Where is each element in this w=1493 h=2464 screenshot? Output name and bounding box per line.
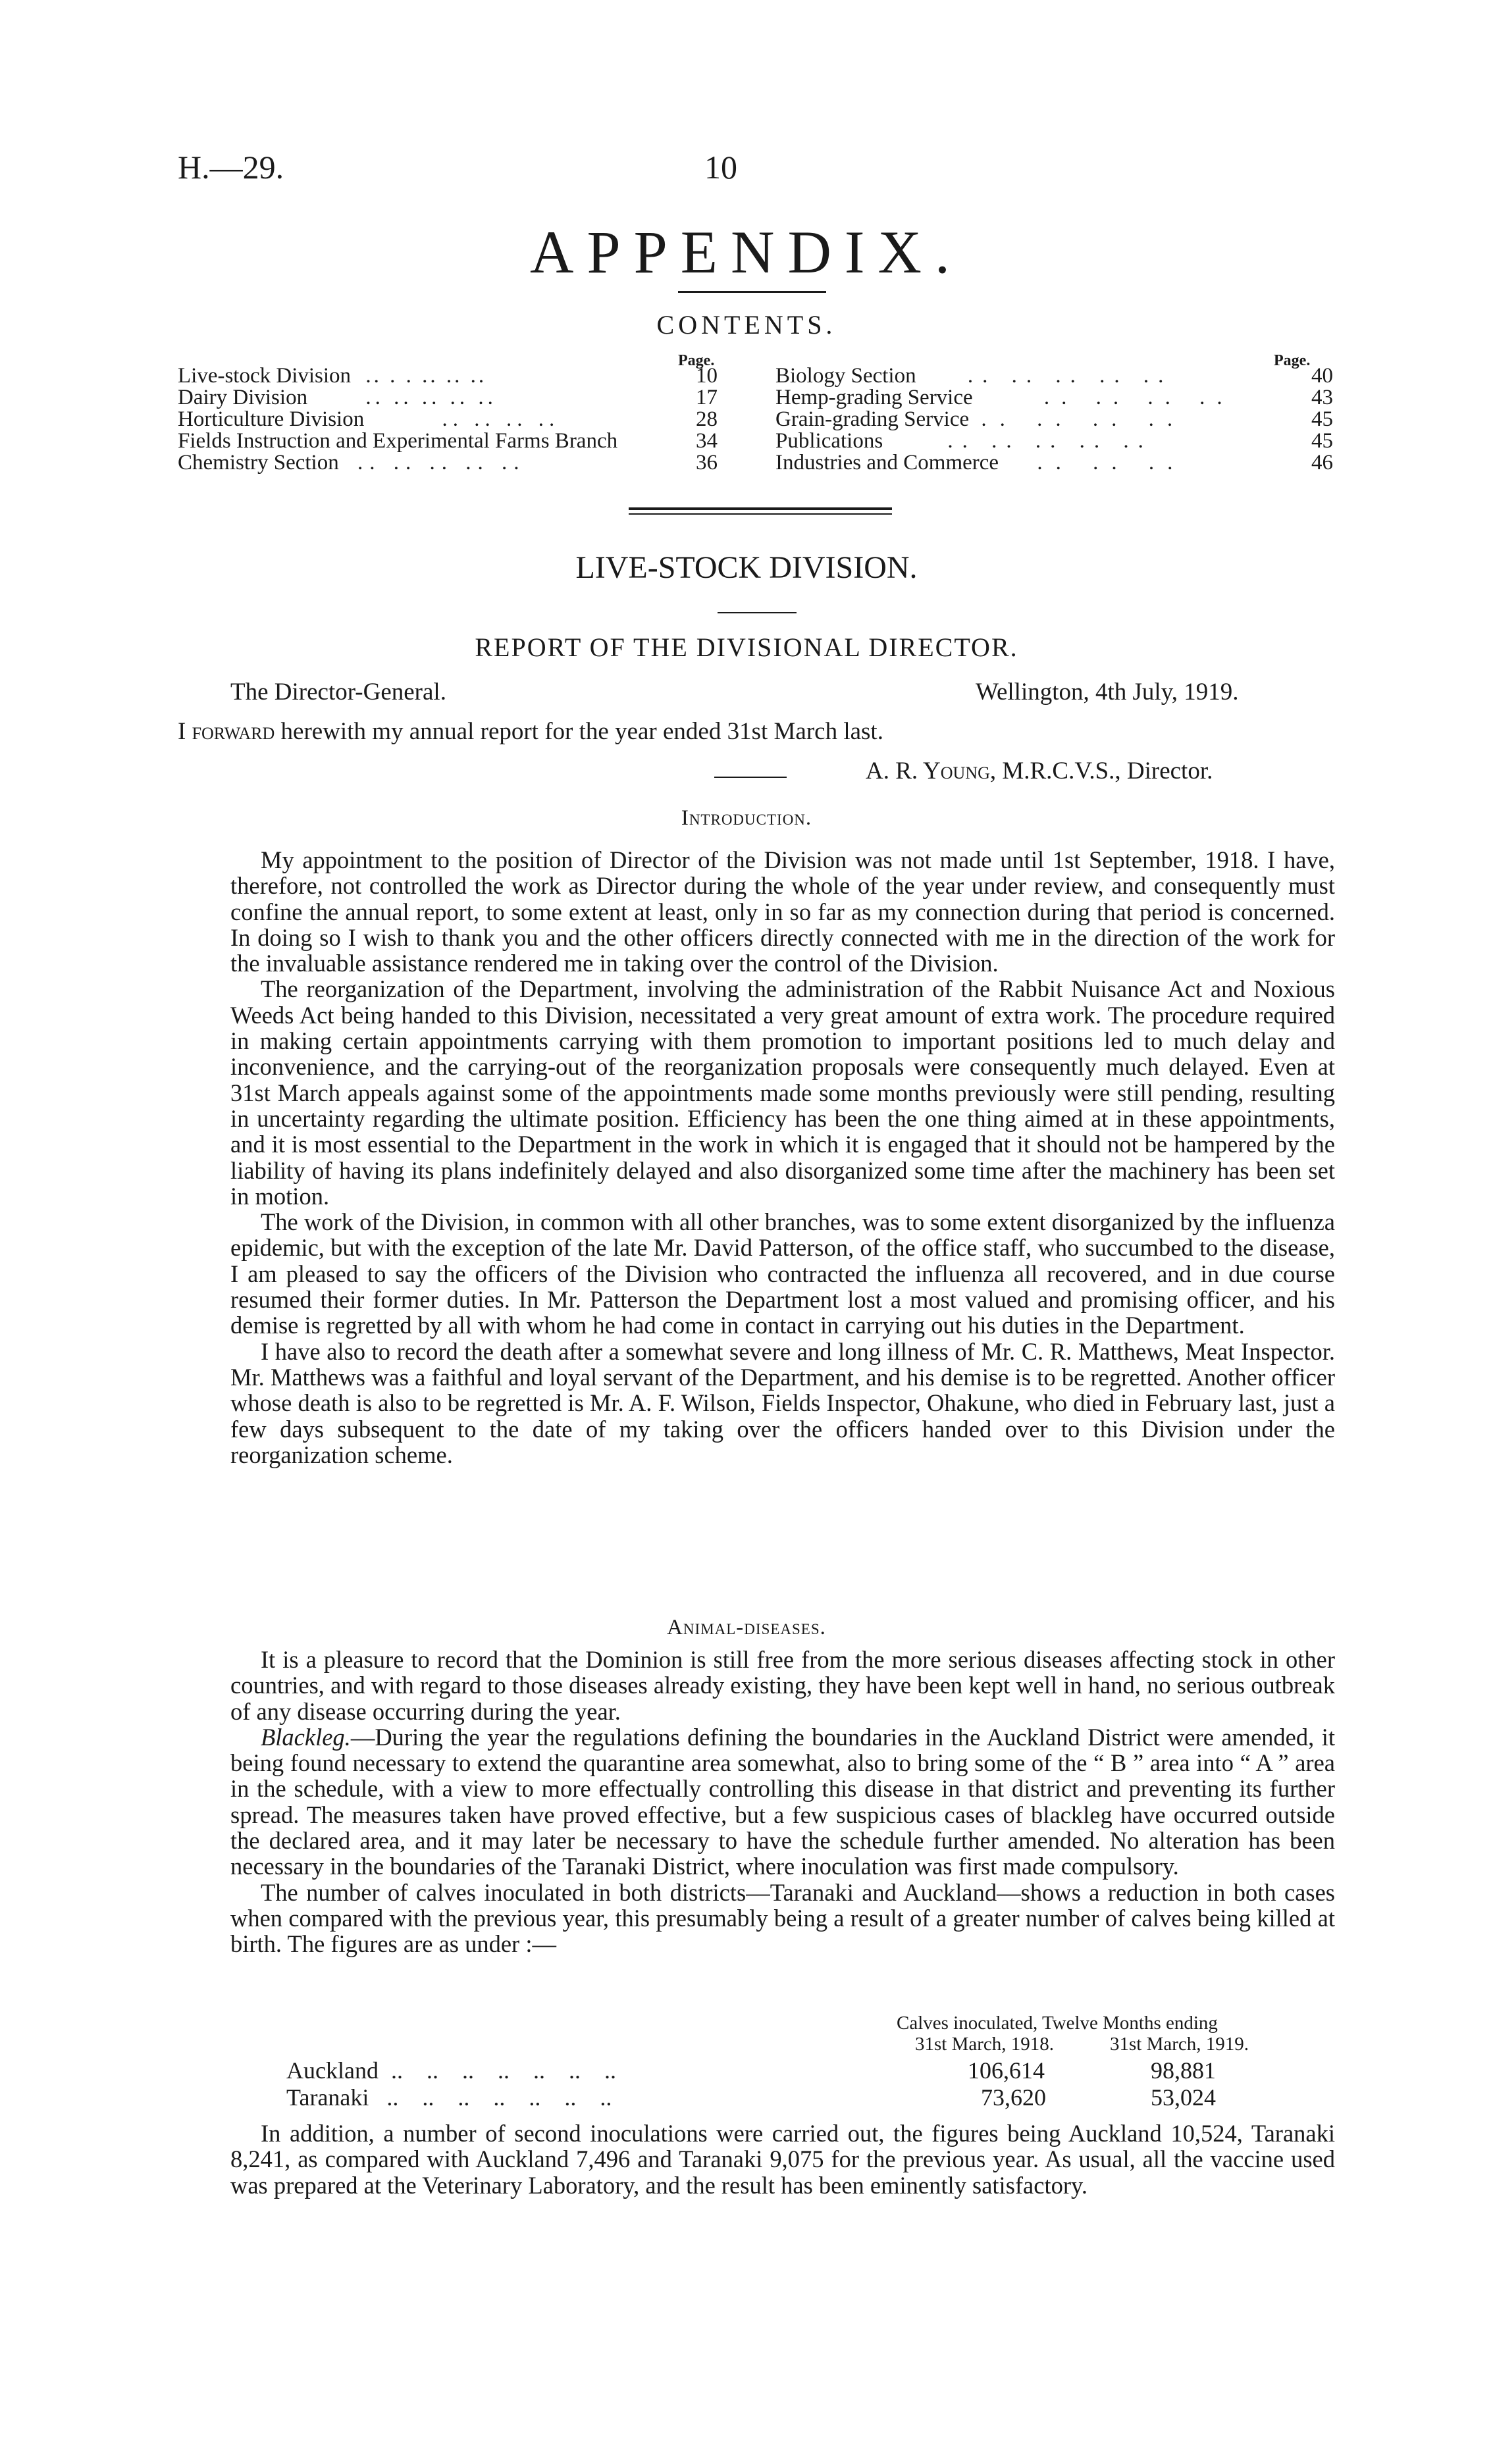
toc-leaders: .. .. .. .. .. [947, 429, 1153, 453]
contents-heading: CONTENTS. [656, 310, 837, 340]
toc-entry [775, 365, 1172, 387]
table-row [286, 2057, 616, 2084]
toc-page: 45 [1311, 407, 1333, 431]
introduction-paragraph: The work of the Division, in common with all other branches, was to some extent disorganized by the influenza epidemic, but with the exception of the late Mr. David Patterson, of the office staff, who succumbed to the disease, I am pleased to say the officers of the Division who contracted the influenza all recovered, and in due course resumed their former duties. In Mr. Patterson the Department lost a most valued and promising officer, and his demise is regretted by all with whom he had come in contact in carrying out his duties in the Department. [230, 1208, 1335, 1339]
toc-leaders: .. .. .. .. .. [357, 451, 526, 475]
second-inoculations-paragraph [230, 2120, 1335, 2198]
toc-page: 43 [1311, 386, 1333, 409]
section-title-rule [718, 612, 797, 613]
toc-entry [775, 387, 1234, 409]
letter-opening [178, 717, 883, 746]
blackleg-label: Blackleg. [261, 1723, 351, 1751]
toc-entry-title: Biology Section [775, 364, 916, 388]
signature-name: A. R. Young, [866, 757, 997, 784]
toc-entry [178, 409, 560, 430]
page-column-label: Page. [1274, 352, 1311, 369]
introduction-paragraph: I have also to record the death after a somewhat severe and long illness of Mr. C. R. Matthews, Meat Inspector. Mr. Matthews was a faithful and loyal servant of the Department, and his demise is to be regretted. Another officer whose death is also to be regretted is Mr. A. F. Wilson, Fields Inspector, Ohakune, who died in February last, just a few days subsequent to the date of my taking over the officers handed over to this Division under the reorganization scheme. [230, 1337, 1335, 1468]
blackleg-text: —During the year the regulations defining the boundaries in the Auckland District were amended, it being found necessary to extend the quarantine area somewhat, also to bring some of the “ B ” area into “ A ” area in the schedule, with a view to more effectually controlling this disease in that district and preventing its further spread. The measures taken have proved effective, but a few suspicious cases of blackleg have occurred outside the declared area, and it may later be necessary to have the schedule further amended. No alteration has been necessary in the boundaries of the Taranaki District, where inoculation was first made compulsory. [230, 1723, 1335, 1880]
table-cell-value: 73,620 [981, 2084, 1046, 2111]
toc-entry [775, 430, 1153, 452]
toc-entry-title: Publications [775, 429, 883, 453]
toc-entry [178, 430, 617, 452]
table-column-1918: 31st March, 1918. [915, 2034, 1055, 2055]
animal-diseases-paragraph: It is a pleasure to record that the Dominion is still free from the more serious diseases affecting stock in other countries, and with regard to those diseases already existing, they have been kept well in hand, no serious outbreak of any disease occurring during the year. [230, 1646, 1335, 1725]
toc-page: 10 [696, 364, 718, 388]
signature-title: M.R.C.V.S., Director. [1002, 757, 1213, 784]
toc-leaders: .. .. .. .. .. [967, 364, 1173, 388]
table-leaders: .. .. .. .. .. .. .. [390, 2057, 616, 2084]
title-rule [678, 291, 826, 293]
toc-entry [178, 452, 525, 474]
toc-entry-title: Fields Instruction and Experimental Farms Branch [178, 429, 618, 453]
table-cell-value: 53,024 [1151, 2084, 1216, 2111]
toc-entry-title: Hemp-grading Service [775, 386, 973, 409]
introduction-body [230, 847, 1335, 1468]
page-number: 10 [704, 149, 737, 186]
blackleg-paragraph [230, 1724, 1335, 1880]
toc-entry [775, 409, 1186, 430]
toc-leaders: .. .. .. .. [981, 407, 1186, 431]
toc-page: 45 [1311, 429, 1333, 453]
district-name: Auckland [286, 2057, 379, 2084]
toc-entry-title: Live-stock Division [178, 364, 352, 388]
toc-leaders: .. .. .. .. .. [365, 386, 497, 409]
toc-page: 34 [696, 429, 718, 453]
toc-entry-title: Grain-grading Service [775, 407, 970, 431]
introduction-heading: Introduction. [681, 806, 812, 830]
section-title: LIVE-STOCK DIVISION. [575, 550, 918, 585]
toc-page: 28 [696, 407, 718, 431]
section-rule-top [629, 507, 892, 510]
toc-entry-title: Chemistry Section [178, 451, 339, 475]
letter-signature [866, 757, 1213, 785]
second-inoculations-text: In addition, a number of second inoculations were carried out, the figures being Auckland 10,524, Taranaki 8,241, as compared with Auckland 7,496 and Taranaki 9,075 for the previous year. As usual, all the vaccine used was prepared at the Veterinary Laboratory, and the result has been eminently satisfactory. [230, 2120, 1335, 2199]
toc-entry [178, 365, 486, 387]
introduction-paragraph: The reorganization of the Department, involving the administration of the Rabbit Nuisance Act and Noxious Weeds Act being handed to this Division, necessitated a very great amount of extra work. The procedure required in making certain appointments carrying with them promotion to important positions led to much delay and inconvenience, and the carrying-out of the reorganization proposals were consequently much delayed. Even at 31st March appeals against some of the appointments made some months previously were still pending, resulting in uncertainty regarding the ultimate position. Efficiency has been the one thing aimed at in these appointments, and it is most essential to the Department in the work in which it is engaged that it should not be hampered by the liability of having its plans indefinitely delayed and also disorganized some time after the machinery has been set in motion. [230, 975, 1335, 1210]
toc-leaders: .. .. .. .. [442, 407, 560, 431]
district-name: Taranaki [286, 2084, 369, 2111]
calves-paragraph: The number of calves inoculated in both districts—Taranaki and Auckland—shows a reduction in both cases when compared with the previous year, this presumably being a result of a greater number of calves being killed at birth. The figures are as under :— [230, 1878, 1335, 1958]
toc-entry [775, 452, 1186, 474]
toc-leaders: .. .. .. [1037, 451, 1186, 475]
toc-page: 17 [696, 386, 718, 409]
toc-entry-title: Horticulture Division [178, 407, 365, 431]
toc-leaders: .. .. .. .. [1043, 386, 1234, 409]
table-leaders: .. .. .. .. .. .. .. [386, 2084, 612, 2111]
toc-page: 40 [1311, 364, 1333, 388]
document-code: H.—29. [178, 149, 284, 186]
toc-page: 36 [696, 451, 718, 475]
toc-entry-title: Industries and Commerce [775, 451, 999, 475]
letter-opening-small-caps: I forward [178, 718, 275, 745]
page-column-label: Page. [678, 352, 715, 369]
report-title: REPORT OF THE DIVISIONAL DIRECTOR. [475, 632, 1018, 662]
toc-page: 46 [1311, 451, 1333, 475]
toc-leaders: .. . . .. .. .. [365, 364, 487, 388]
appendix-title: APPENDIX. [530, 218, 963, 286]
table-cell-value: 106,614 [968, 2057, 1045, 2084]
animal-diseases-body [230, 1647, 1335, 1957]
table-row [286, 2084, 612, 2111]
table-column-1919: 31st March, 1919. [1110, 2034, 1249, 2055]
letter-opening-text: herewith my annual report for the year ended 31st March last. [280, 718, 883, 745]
introduction-paragraph: My appointment to the position of Director of the Division was not made until 1st September, 1918. I have, therefore, not controlled the work as Director during the whole of the year under review, and consequently must confine the annual report, to some extent at least, only in so far as my connection during that period is concerned. In doing so I wish to thank you and the other officers directly connected with me in the direction of the work for the invaluable assistance rendered me in taking over the control of the Division. [230, 846, 1335, 977]
toc-entry-title: Dairy Division [178, 386, 308, 409]
toc-entry [178, 387, 497, 409]
letter-place-date: Wellington, 4th July, 1919. [976, 679, 1239, 706]
table-caption: Calves inoculated, Twelve Months ending [897, 2013, 1218, 2034]
letter-addressee: The Director-General. [230, 679, 446, 706]
section-rule-bottom [629, 513, 892, 515]
table-cell-value: 98,881 [1151, 2057, 1216, 2084]
animal-diseases-heading: Animal-diseases. [667, 1616, 826, 1639]
signature-dash [714, 777, 787, 778]
